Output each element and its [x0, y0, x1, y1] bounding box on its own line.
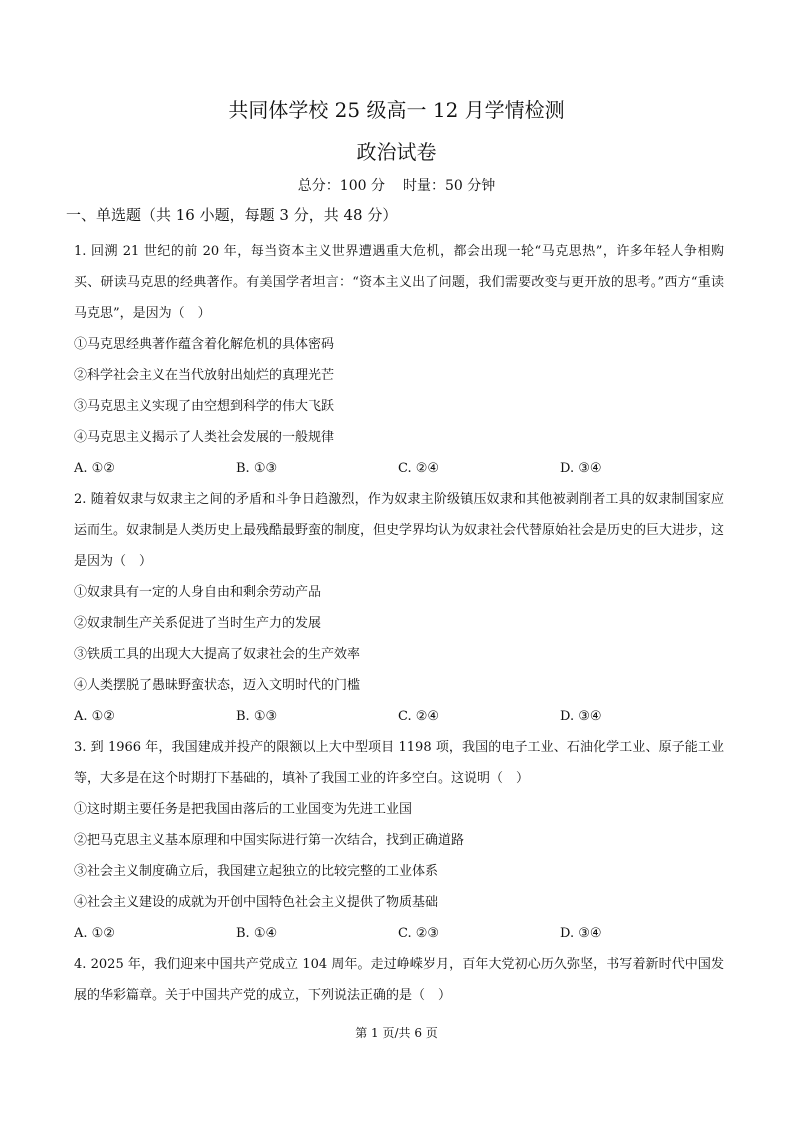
choice-a: A. ①② [74, 926, 115, 941]
question-stem: 2. 随着奴隶与奴隶主之间的矛盾和斗争日趋激烈，作为奴隶主阶级镇压奴隶和其他被剥削者工具的奴隶制国家应运而生。奴隶制是人类历史上最残酷最野蛮的制度，但史学界均认为奴隶社会代替原始社会是历史的巨大进步，这是因为（ ） [74, 492, 725, 569]
choice-c: C. ②④ [398, 709, 440, 724]
statement-option: ③社会主义制度确立后，我国建立起独立的比较完整的工业体系 [74, 864, 439, 879]
choice-c: C. ②③ [398, 926, 440, 941]
choice-b: B. ①④ [236, 926, 278, 941]
choice-c: C. ②④ [398, 461, 440, 476]
statement-option: ③马克思主义实现了由空想到科学的伟大飞跃 [74, 399, 335, 414]
exam-title: 共同体学校 25 级高一 12 月学情检测 [228, 98, 565, 122]
question-stem: 3. 到 1966 年，我国建成并投产的限额以上大中型项目 1198 项，我国的电子工业、石油化学工业、原子能工业等，大多是在这个时期打下基础的，填补了我国工业的许多空白。这说明（ ） [74, 740, 724, 786]
section-heading: 一、单选题（共 16 小题，每题 3 分，共 48 分） [66, 206, 398, 224]
statement-option: ①马克思经典著作蕴含着化解危机的具体密码 [74, 337, 335, 352]
question-list [74, 236, 724, 1011]
question-2 [74, 484, 724, 732]
question-stem: 1. 回溯 21 世纪的前 20 年，每当资本主义世界遭遇重大危机，都会出现一轮“马克思热”，许多年轻人争相购买、研读马克思的经典著作。有美国学者坦言：“资本主义出了问题，我们需要改变与更开放的思考。”西方“重读马克思”，是因为（ ） [74, 244, 724, 321]
time-limit: 时量：50 分钟 [402, 178, 496, 194]
choice-d: D. ③④ [560, 709, 602, 724]
statement-option: ②科学社会主义在当代放射出灿烂的真理光芒 [74, 368, 335, 383]
choice-a: A. ①② [74, 461, 115, 476]
page-footer: 第 1 页/共 6 页 [355, 1026, 438, 1040]
statement-option: ①奴隶具有一定的人身自由和剩余劳动产品 [74, 585, 322, 600]
statement-option: ②奴隶制生产关系促进了当时生产力的发展 [74, 616, 322, 631]
statement-option: ③铁质工具的出现大大提高了奴隶社会的生产效率 [74, 647, 361, 662]
statement-option: ①这时期主要任务是把我国由落后的工业国变为先进工业国 [74, 802, 413, 817]
choice-d: D. ③④ [560, 461, 602, 476]
choice-b: B. ①③ [236, 709, 278, 724]
choice-d: D. ③④ [560, 926, 602, 941]
question-1 [74, 236, 724, 484]
question-3 [74, 732, 724, 949]
score-time-line [0, 176, 793, 196]
exam-subject: 政治试卷 [356, 140, 437, 164]
answer-choices [74, 918, 724, 949]
statement-option: ④人类摆脱了愚昧野蛮状态，迈入文明时代的门槛 [74, 678, 361, 693]
statement-option: ②把马克思主义基本原理和中国实际进行第一次结合，找到正确道路 [74, 833, 465, 848]
choice-a: A. ①② [74, 709, 115, 724]
question-stem: 4. 2025 年，我们迎来中国共产党成立 104 周年。走过峥嵘岁月，百年大党初心历久弥坚，书写着新时代中国发展的华彩篇章。关于中国共产党的成立，下列说法正确的是（ ） [74, 957, 724, 1003]
statement-option: ④马克思主义揭示了人类社会发展的一般规律 [74, 430, 335, 445]
statement-option: ④社会主义建设的成就为开创中国特色社会主义提供了物质基础 [74, 895, 439, 910]
choice-b: B. ①③ [236, 461, 278, 476]
answer-choices [74, 453, 724, 484]
question-4 [74, 949, 724, 1011]
answer-choices [74, 701, 724, 732]
total-score: 总分：100 分 [297, 178, 385, 194]
